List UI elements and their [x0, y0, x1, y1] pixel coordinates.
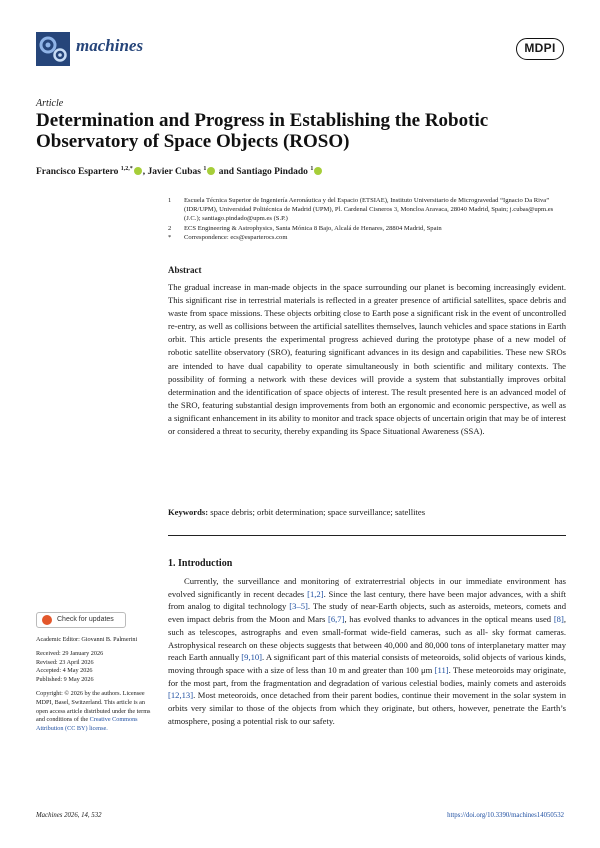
affiliation-text: ECS Engineering & Astrophysics, Santa Mónica 8 Bajo, Alcalá de Henares, 28804 Madrid, Spain — [184, 224, 442, 232]
citation-link[interactable]: [12,13] — [168, 690, 194, 701]
author-name: Francisco Espartero — [36, 167, 119, 178]
text-run: Currently, the surveillance and monitoring of extraterrestrial objects in our immediate environment has evolved significantly in recent decades — [168, 576, 566, 599]
author-affiliation-marker: 1,2,* — [120, 166, 133, 172]
affiliation-item — [168, 224, 568, 233]
affiliation-number: * — [168, 233, 172, 241]
text-run: . The study of near-Earth objects, such as asteroids, meteors, comets and even impact debris from the Moon and Mars — [168, 601, 567, 625]
text-run: , has evolved thanks to advances in the optical means used — [344, 614, 554, 625]
page-header — [36, 30, 564, 70]
author-name: Santiago Pindado — [236, 167, 308, 178]
author-separator: , — [142, 167, 146, 178]
doi-link[interactable]: https://doi.org/10.3390/machines14050532 — [447, 812, 564, 819]
citation-link[interactable]: [1,2] — [307, 588, 324, 599]
section-heading: 1. Introduction — [168, 558, 233, 569]
citation-link[interactable]: [3–5] — [289, 601, 308, 612]
introduction-paragraph — [168, 575, 566, 727]
text-run: . Since the last century, there have been major advances, with a shift from analog to digital technology — [168, 588, 566, 612]
date-revised: Revised: 23 April 2026 — [36, 658, 94, 666]
section-divider — [168, 535, 566, 536]
citation-link[interactable]: [11] — [434, 664, 449, 675]
affiliation-number: 1 — [168, 197, 172, 204]
check-for-updates-button[interactable] — [36, 612, 126, 628]
abstract-text: The gradual increase in man-made objects in the space surrounding our planet is becoming increasingly evident. This significant rise in terrestrial materials is reflected in a greater presence of artificial satellites, space debris and waste from space missions. These objects orbiting close to Earth pose a significant risk in the event of uncontrolled re-entry, as well as collisions between the artificial satellites themselves, launch vehicles and space stations in Earth orbit. This article presents the experimental progress achieved during the prototype phase of a new model of robotic satellite observatory (SRO), featuring significant advances in its design and capabilities. These new SROs are intended to have dual capability to operate simultaneously in both scientific and military contexts. The possibility of forming a network with these devices will provide a system that substantially improves orbital determination and the identification of space objects of interest. The result presented here is an advanced model of the SRO, featuring substantial design improvements from both an ergonomic and economic perspective, as well as a significant enhancement in its ability to monitor and track space objects of uncertain origin that may be of interest or considered a threat to security, thereby expanding its Space Situational Awareness (SSA). — [168, 282, 566, 437]
orcid-icon[interactable] — [134, 167, 142, 175]
text-run: . A significant part of this material consists of meteoroids, solid objects of various kinds, moving through space with a size of less than 10 m and greater than 100 μm — [168, 652, 567, 675]
author-separator: and — [218, 167, 235, 178]
affiliation-text: Correspondence: ecs@esparterocs.com — [184, 233, 288, 241]
affiliation-item — [168, 196, 568, 224]
author-affiliation-marker: 1 — [203, 166, 207, 172]
text-run: . Most meteoroids, once detached from their parent bodies, continue their movement in the solar system in orbits very similar to those of the objects from which they originate, but others, however, penetrate the Earth’s atmosphere, posing a potential risk to our safety. — [168, 690, 566, 726]
orcid-icon[interactable] — [207, 167, 215, 175]
keywords — [168, 507, 566, 517]
orcid-icon[interactable] — [314, 167, 322, 175]
citation-info: Machines 2026, 14, 532 — [36, 812, 102, 819]
affiliation-number: 2 — [168, 224, 172, 232]
date-accepted: Accepted: 4 May 2026 — [36, 667, 93, 675]
journal-name[interactable]: machines — [76, 36, 144, 55]
article-title: Determination and Progress in Establishing the Robotic Observatory of Space Objects (ROSO) — [36, 110, 489, 152]
affiliation-list — [168, 196, 568, 242]
license-link[interactable]: Creative Commons Attribution (CC BY) license. — [36, 716, 138, 733]
machines-logo-icon — [36, 32, 70, 66]
affiliation-item — [168, 233, 568, 242]
author-list — [36, 166, 556, 177]
date-published: Published: 9 May 2026 — [36, 676, 94, 684]
author-affiliation-marker: 1 — [310, 166, 314, 172]
article-type: Article — [36, 98, 64, 109]
author-name: Javier Cubas — [147, 167, 201, 178]
keywords-text: space debris; orbit determination; space surveillance; satellites — [210, 507, 426, 517]
copyright-notice — [36, 690, 154, 734]
citation-link[interactable]: [9,10] — [241, 652, 263, 663]
text-run: . These meteoroids may originate, for the most part, from the fragmentation and degradation of various celestial bodies, mainly comets and asteroids — [168, 664, 566, 688]
text-run: , such as telescopes, astrographs and even small-format wide-field cameras, such as all- sky format cameras. Astrophysical research on these objects suggests that between 40,000 and 80,000 tons of interplanetary matter may reach Earth annually — [168, 614, 566, 663]
affiliation-text: Escuela Técnica Superior de Ingeniería Aeronáutica y del Espacio (ETSIAE), Instituto Universitario de Microgravedad “Ignacio Da Riva” (IDR/UPM), Universidad Politécnica de Madrid (UPM), Pl. Cardenal Cisneros 3, Moncloa Aravaca, 28040 Madrid, Spain; j.cubas@upm.es (J.C.); santiago.pindado@upm.es (S.P.) — [184, 197, 554, 223]
check-updates-label: Check for updates — [57, 616, 114, 623]
citation-link[interactable]: [6,7] — [327, 614, 345, 625]
copyright-text: Copyright: © 2026 by the authors. Licensee MDPI, Basel, Switzerland. This article is an open access article distributed under the terms and conditions of the — [36, 689, 151, 724]
update-check-icon — [42, 615, 52, 625]
publisher-logo[interactable]: MDPI — [516, 38, 564, 60]
abstract-heading: Abstract — [168, 265, 202, 275]
academic-editor: Academic Editor: Giovanni B. Palmerini — [36, 636, 138, 643]
date-received: Received: 29 January 2026 — [36, 649, 104, 657]
article-sidebar — [36, 636, 154, 739]
keywords-label: Keywords: — [168, 507, 209, 517]
citation-link[interactable]: [8] — [553, 614, 564, 625]
